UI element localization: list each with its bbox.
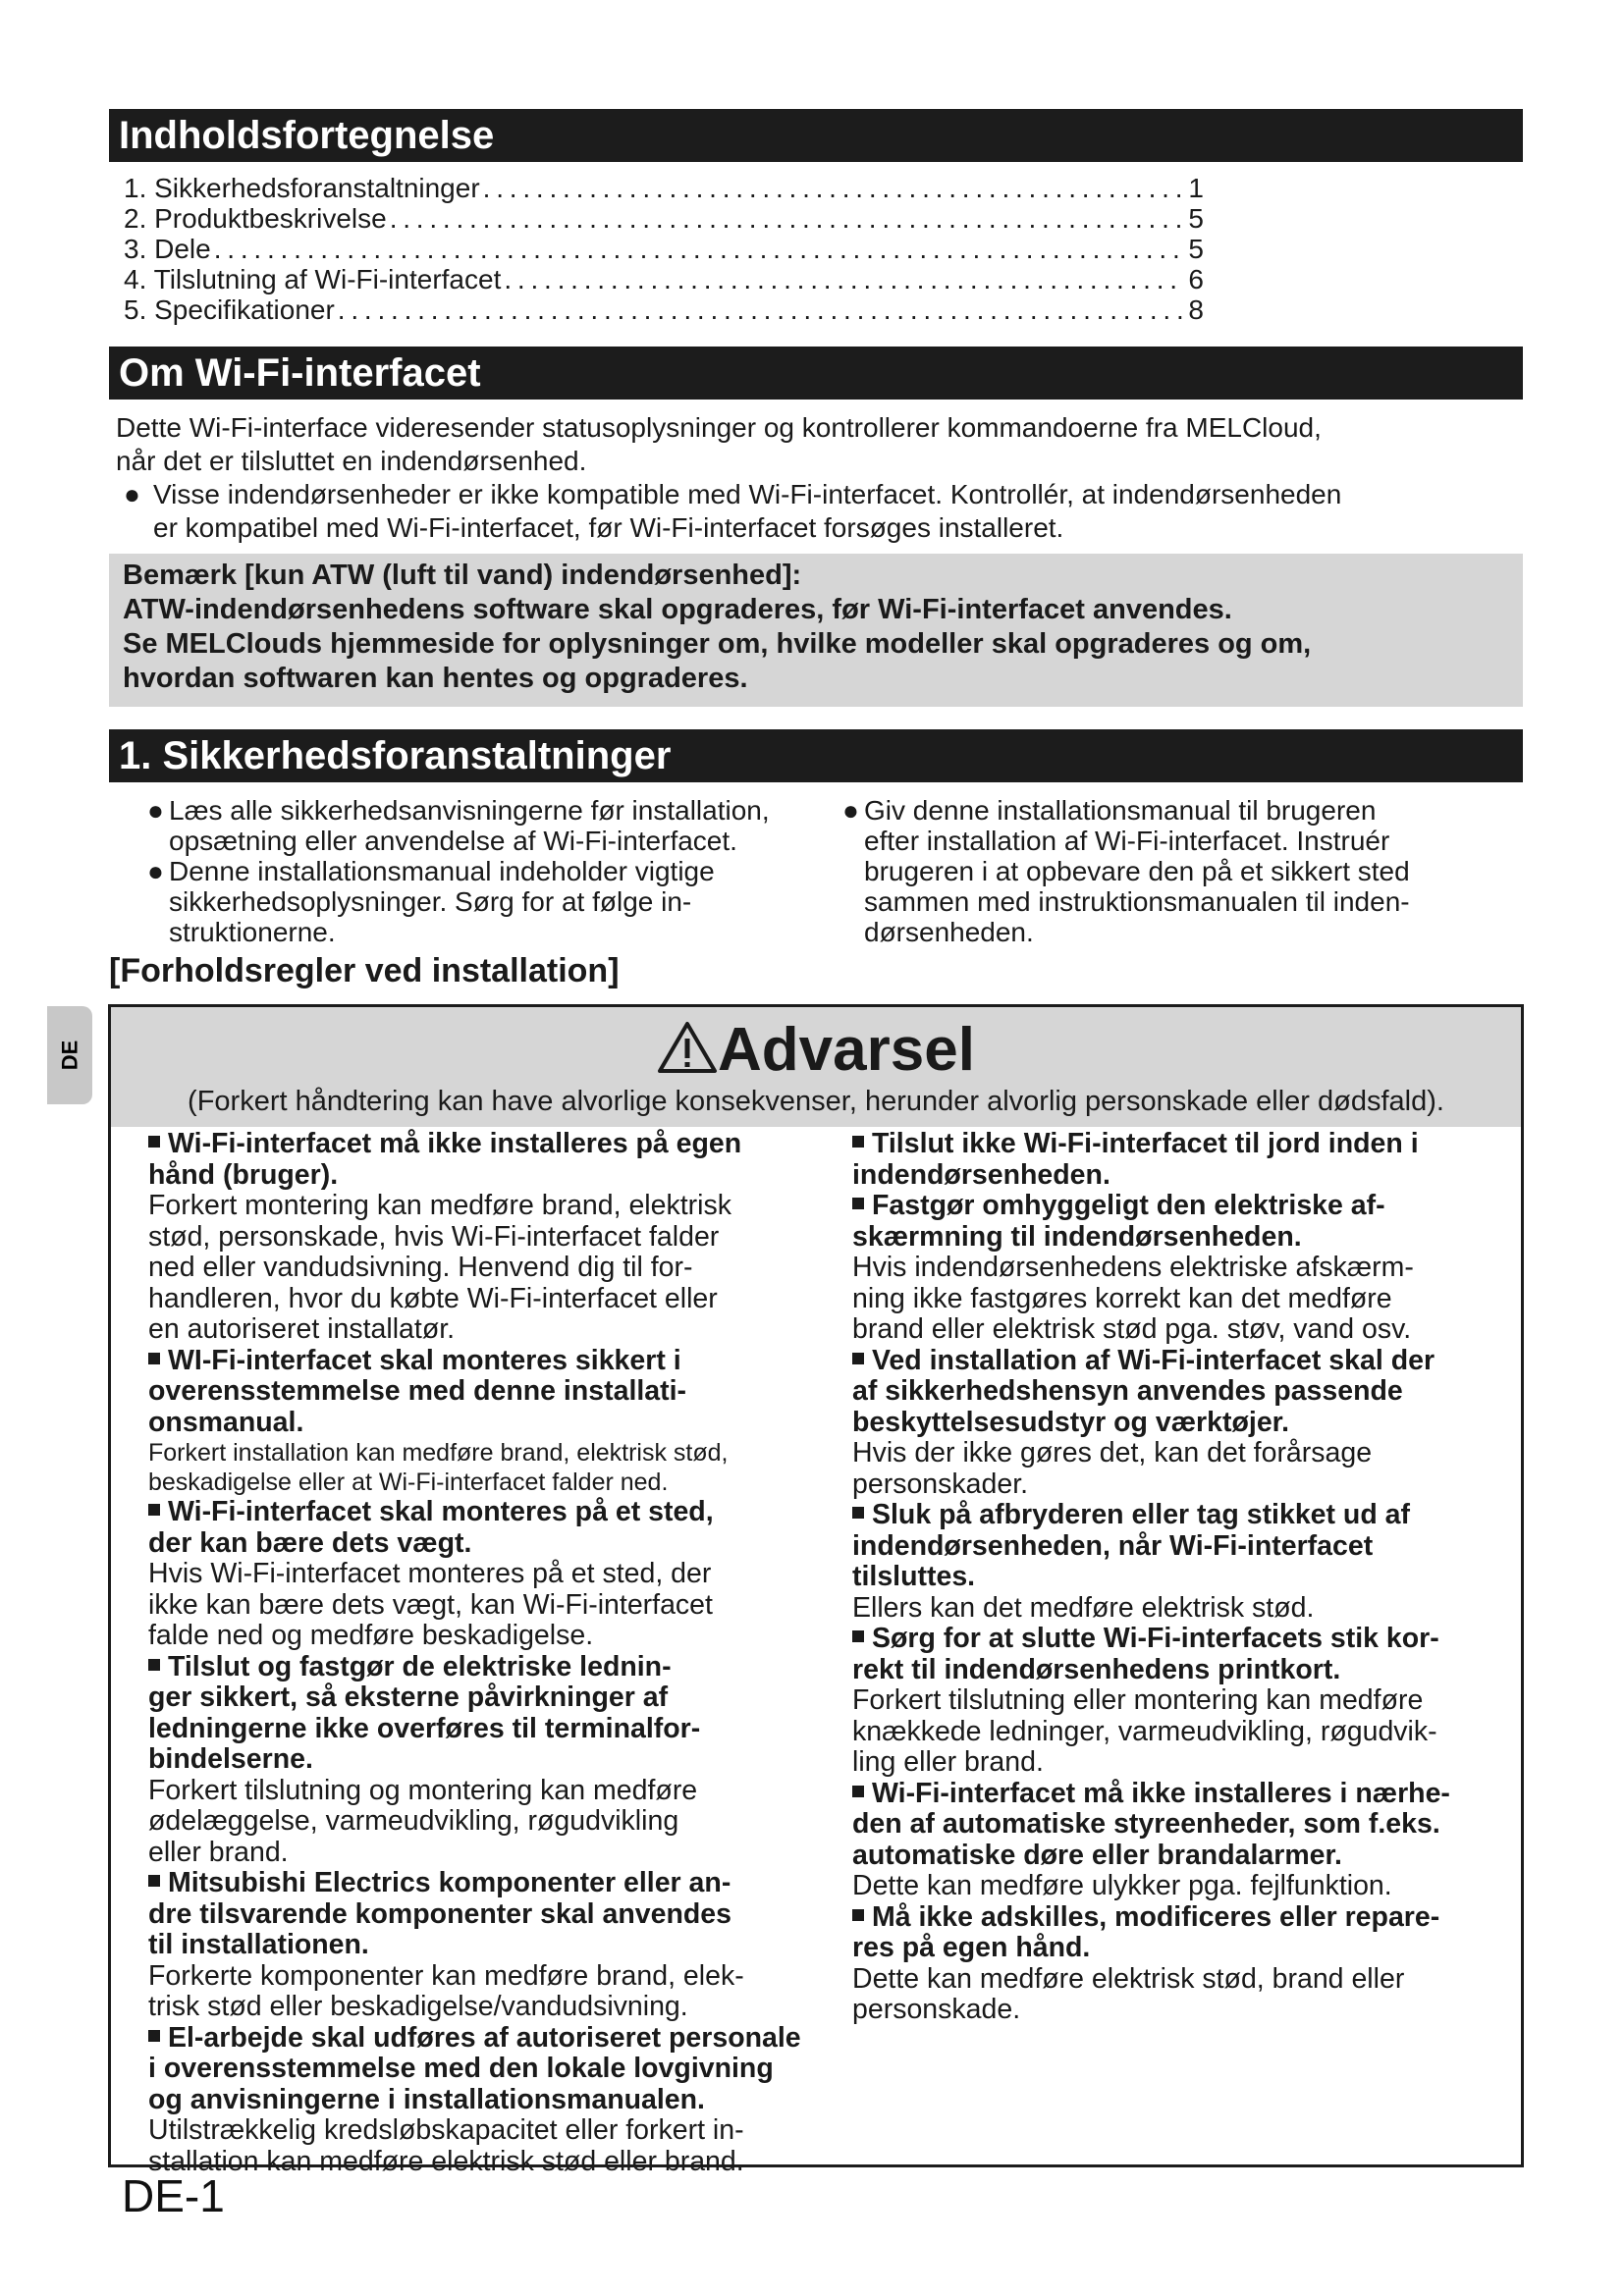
toc-page: 8 xyxy=(1188,294,1204,325)
warning-item xyxy=(852,1779,1510,1902)
bullet-icon: ● xyxy=(147,856,164,886)
toc-heading: Indholdsfortegnelse xyxy=(109,109,1523,162)
warning-item-heading: hånd (bruger). xyxy=(148,1158,339,1191)
warning-item-heading: Wi-Fi-interfacet skal monteres på et sted, xyxy=(148,1497,826,1528)
square-bullet-icon xyxy=(148,1136,160,1148)
warning-item xyxy=(148,1652,826,1869)
toc-entry xyxy=(124,203,1204,234)
page-number: DE-1 xyxy=(122,2170,225,2221)
bullet-icon: ● xyxy=(842,795,859,826)
warning-left-column xyxy=(148,1129,826,2177)
toc-page: 1 xyxy=(1188,173,1204,203)
warning-title: Advarsel xyxy=(111,1015,1521,1085)
warning-item-text: handleren, hvor du købte Wi-Fi-interfacet eller xyxy=(148,1282,718,1314)
warning-right-column xyxy=(852,1129,1510,2026)
warning-content xyxy=(111,1127,1521,2177)
warning-item-heading: automatiske døre eller brandalarmer. xyxy=(852,1839,1342,1871)
toc-entry xyxy=(124,173,1204,203)
toc-label: 3. Dele xyxy=(124,234,211,264)
about-paragraph: Dette Wi-Fi-interface videresender statusoplysninger og kontrollerer kommandoerne fra MELCloud, når det er tilsluttet en indendørsenhed. xyxy=(116,412,1322,476)
square-bullet-icon xyxy=(852,1136,864,1148)
warning-item-text: personskader. xyxy=(852,1468,1029,1500)
atw-note-box xyxy=(109,554,1523,707)
square-bullet-icon xyxy=(852,1353,864,1364)
square-bullet-icon xyxy=(148,1659,160,1671)
toc-label: 4. Tilslutning af Wi-Fi-interfacet xyxy=(124,264,502,294)
warning-item-text: Utilstrækkelig kredsløbskapacitet eller forkert in- xyxy=(148,2114,744,2146)
safety-bullet-line: sammen med instruktionsmanualen til inden- xyxy=(864,886,1410,917)
warning-item-text: Hvis Wi-Fi-interfacet monteres på et sted, der xyxy=(148,1558,712,1589)
square-bullet-icon xyxy=(148,1504,160,1516)
square-bullet-icon xyxy=(148,1875,160,1887)
square-bullet-icon xyxy=(852,1507,864,1519)
about-bullet: ● Visse indendørsenheder er ikke kompatible med Wi-Fi-interfacet. Kontrollér, at indendørsenheden er kompatibel med Wi-Fi-interfacet, før Wi-Fi-interfacet forsøges installeret. xyxy=(124,479,1342,543)
toc-label: 1. Sikkerhedsforanstaltninger xyxy=(124,173,480,203)
warning-triangle-icon xyxy=(657,1021,718,1074)
warning-item-text: Hvis indendørsenhedens elektriske afskærm- xyxy=(852,1252,1414,1283)
warning-item-text: knækkede ledninger, varmeudvikling, røgudvik- xyxy=(852,1715,1437,1747)
bullet-text: Læs alle sikkerhedsanvisningerne før installation, xyxy=(169,795,770,826)
note-line: ATW-indendørsenhedens software skal opgraderes, før Wi-Fi-interfacet anvendes. xyxy=(123,594,1232,625)
warning-item-heading: rekt til indendørsenhedens printkort. xyxy=(852,1653,1341,1685)
warning-item xyxy=(852,1346,1510,1501)
safety-left-bullets xyxy=(147,795,854,947)
toc-leader xyxy=(504,264,1185,294)
toc-page: 6 xyxy=(1188,264,1204,294)
warning-item xyxy=(852,1624,1510,1779)
warning-item-text: falde ned og medføre beskadigelse. xyxy=(148,1620,594,1651)
toc-leader xyxy=(483,173,1186,203)
warning-item xyxy=(852,1191,1510,1346)
safety-bullet-line: struktionerne. xyxy=(169,917,336,947)
warning-item-text: ikke kan bære dets vægt, kan Wi-Fi-interfacet xyxy=(148,1588,713,1621)
warning-item-heading: El-arbejde skal udføres af autoriseret personale xyxy=(148,2023,826,2055)
note-line: hvordan softwaren kan hentes og opgraderes. xyxy=(123,663,748,694)
warning-item-text: stallation kan medføre elektrisk stød eller brand. xyxy=(148,2145,744,2177)
toc-entry xyxy=(124,234,1204,264)
warning-item-heading: indendørsenheden, når Wi-Fi-interfacet xyxy=(852,1529,1374,1562)
warning-item xyxy=(852,1500,1510,1624)
safety-bullet-line xyxy=(147,856,854,886)
warning-item-heading: dre tilsvarende komponenter skal anvendes xyxy=(148,1897,731,1930)
toc-entry xyxy=(124,264,1204,294)
warning-item-text: Dette kan medføre elektrisk stød, brand eller xyxy=(852,1962,1405,1995)
safety-bullet-line: opsætning eller anvendelse af Wi-Fi-interfacet. xyxy=(169,826,737,856)
warning-item-text: stød, personskade, hvis Wi-Fi-interfacet falder xyxy=(148,1220,720,1253)
warning-item-heading: indendørsenheden. xyxy=(852,1158,1110,1191)
warning-item-text: trisk stød eller beskadigelse/vandudsivning. xyxy=(148,1991,688,2022)
warning-item-heading: Tilslut ikke Wi-Fi-interfacet til jord inden i xyxy=(852,1129,1510,1160)
safety-heading: 1. Sikkerhedsforanstaltninger xyxy=(109,729,1523,782)
warning-item-text: brand eller elektrisk stød pga. støv, vand osv. xyxy=(852,1313,1412,1345)
toc-leader xyxy=(214,234,1186,264)
warning-item-heading: Mitsubishi Electrics komponenter eller an- xyxy=(148,1868,826,1899)
toc-label: 2. Produktbeskrivelse xyxy=(124,203,387,234)
note-line: Se MELClouds hjemmeside for oplysninger om, hvilke modeller skal opgraderes og om, xyxy=(123,628,1312,660)
safety-bullet-line xyxy=(842,795,1510,826)
bullet-icon: ● xyxy=(124,479,140,509)
about-heading: Om Wi-Fi-interfacet xyxy=(109,347,1523,400)
warning-item-heading: bindelserne. xyxy=(148,1743,313,1775)
warning-item-heading: onsmanual. xyxy=(148,1406,304,1438)
square-bullet-icon xyxy=(148,1353,160,1364)
warning-item xyxy=(148,1497,826,1652)
warning-item-heading: til installationen. xyxy=(148,1929,369,1960)
warning-item-text: ødelæggelse, varmeudvikling, røgudvikling xyxy=(148,1805,679,1837)
warning-item-heading: res på egen hånd. xyxy=(852,1932,1091,1963)
warning-item-text: Hvis der ikke gøres det, kan det forårsage xyxy=(852,1437,1373,1468)
warning-item-heading: Wi-Fi-interfacet må ikke installeres på egen xyxy=(148,1129,826,1160)
warning-item-text: Forkert tilslutning og montering kan medføre xyxy=(148,1774,698,1806)
square-bullet-icon xyxy=(852,1630,864,1642)
language-tab: DE xyxy=(47,1006,92,1104)
warning-item xyxy=(148,1868,826,2023)
warning-item-text: personskade. xyxy=(852,1994,1021,2025)
warning-item-heading: Må ikke adskilles, modificeres eller repare- xyxy=(852,1902,1510,1934)
table-of-contents xyxy=(124,173,1204,325)
toc-leader xyxy=(390,203,1186,234)
warning-item-heading: Sluk på afbryderen eller tag stikket ud af xyxy=(852,1500,1510,1531)
warning-item-text: Forkert tilslutning eller montering kan medføre xyxy=(852,1684,1424,1716)
safety-bullet-line: dørsenheden. xyxy=(864,917,1034,947)
warning-item xyxy=(852,1129,1510,1191)
warning-item-text: beskadigelse eller at Wi-Fi-interfacet falder ned. xyxy=(148,1468,669,1496)
warning-item-heading: ledningerne ikke overføres til terminalfor- xyxy=(148,1712,701,1744)
safety-bullet-line: sikkerhedsoplysninger. Sørg for at følge in- xyxy=(169,886,692,917)
warning-item xyxy=(148,1346,826,1498)
warning-item-heading: Fastgør omhyggeligt den elektriske af- xyxy=(852,1191,1510,1222)
warning-item-text: ned eller vandudsivning. Henvend dig til for- xyxy=(148,1252,693,1283)
bullet-text: Denne installationsmanual indeholder vigtige xyxy=(169,856,715,886)
toc-page: 5 xyxy=(1188,234,1204,264)
installation-precautions-heading: [Forholdsregler ved installation] xyxy=(109,952,620,989)
warning-item xyxy=(852,1902,1510,2026)
warning-item-text: ling eller brand. xyxy=(852,1746,1044,1778)
safety-bullet-line xyxy=(147,795,854,826)
warning-item-heading: den af automatiske styreenheder, som f.eks. xyxy=(852,1808,1440,1840)
warning-item-heading: overensstemmelse med denne installati- xyxy=(148,1375,687,1407)
square-bullet-icon xyxy=(852,1198,864,1209)
warning-item-text: Forkert montering kan medføre brand, elektrisk xyxy=(148,1190,731,1221)
warning-item-heading: Wi-Fi-interfacet må ikke installeres i nærhe- xyxy=(852,1779,1510,1810)
square-bullet-icon xyxy=(852,1786,864,1797)
warning-item-heading: beskyttelsesudstyr og værktøjer. xyxy=(852,1406,1290,1438)
warning-item-heading: ger sikkert, så eksterne påvirkninger af xyxy=(148,1682,669,1713)
bullet-text: Giv denne installationsmanual til brugeren xyxy=(864,795,1377,826)
toc-leader xyxy=(338,294,1186,325)
warning-item-heading: Sørg for at slutte Wi-Fi-interfacets stik kor- xyxy=(852,1624,1510,1655)
bullet-icon: ● xyxy=(147,795,164,826)
warning-item-heading: og anvisningerne i installationsmanualen. xyxy=(148,2083,705,2115)
warning-item-heading: i overensstemmelse med den lokale lovgivning xyxy=(148,2053,774,2084)
warning-item-text: Ellers kan det medføre elektrisk stød. xyxy=(852,1591,1315,1624)
warning-item-text: Forkert installation kan medføre brand, elektrisk stød, xyxy=(148,1439,729,1467)
warning-item-heading: af sikkerhedshensyn anvendes passende xyxy=(852,1375,1403,1407)
safety-right-bullets xyxy=(842,795,1510,947)
square-bullet-icon xyxy=(852,1909,864,1921)
warning-item xyxy=(148,1129,826,1346)
warning-header xyxy=(111,1007,1521,1127)
warning-item-heading: skærmning til indendørsenheden. xyxy=(852,1220,1302,1253)
warning-item-text: eller brand. xyxy=(148,1836,289,1868)
safety-bullet-line: brugeren i at opbevare den på et sikkert sted xyxy=(864,856,1410,886)
note-line: Bemærk [kun ATW (luft til vand) indendørsenhed]: xyxy=(123,560,802,591)
toc-page: 5 xyxy=(1188,203,1204,234)
warning-item-heading: tilsluttes. xyxy=(852,1561,976,1592)
warning-item-heading: der kan bære dets vægt. xyxy=(148,1526,472,1559)
warning-item-text: en autoriseret installatør. xyxy=(148,1313,456,1345)
toc-entry xyxy=(124,294,1204,325)
safety-bullet-line: efter installation af Wi-Fi-interfacet. Instruér xyxy=(864,826,1390,856)
warning-item-heading: Ved installation af Wi-Fi-interfacet skal der xyxy=(852,1346,1510,1377)
warning-item xyxy=(148,2023,826,2178)
warning-item-text: Dette kan medføre ulykker pga. fejlfunktion. xyxy=(852,1870,1392,1901)
warning-subtitle: (Forkert håndtering kan have alvorlige konsekvenser, herunder alvorlig personskade eller dødsfald). xyxy=(188,1086,1444,1117)
warning-item-heading: Tilslut og fastgør de elektriske lednin- xyxy=(148,1652,826,1683)
warning-item-heading: WI-Fi-interfacet skal monteres sikkert i xyxy=(148,1346,826,1377)
warning-item-text: ning ikke fastgøres korrekt kan det medføre xyxy=(852,1282,1392,1314)
toc-label: 5. Specifikationer xyxy=(124,294,335,325)
square-bullet-icon xyxy=(148,2030,160,2042)
warning-item-text: Forkerte komponenter kan medføre brand, elek- xyxy=(148,1959,744,1992)
